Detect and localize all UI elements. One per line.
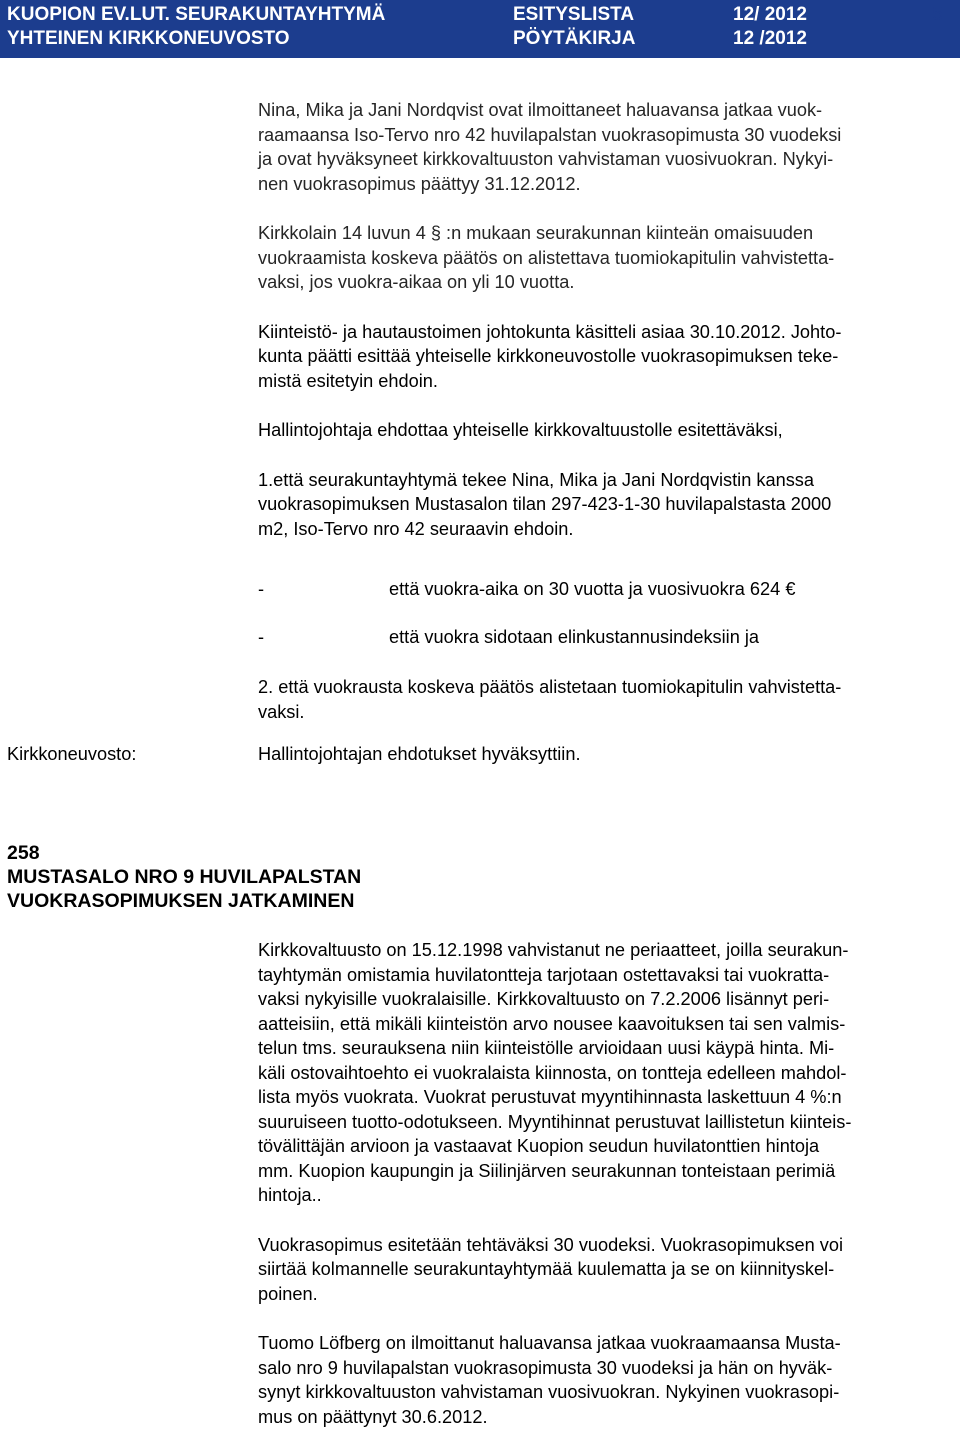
text-line: salo nro 9 huvilapalstan vuokrasopimusta 30 vuodeksi ja hän on hyväk-: [258, 1357, 833, 1378]
text-line: Kirkkovaltuusto on 15.12.1998 vahvistanut ne periaatteet, joilla seurakun-: [258, 940, 849, 960]
bullet-text: että vuokra sidotaan elinkustannusindeksiin ja: [389, 626, 760, 647]
agenda-number: 12/ 2012: [733, 4, 807, 25]
text-line: mistä esitetyin ehdoin.: [258, 370, 438, 391]
text-line: mm. Kuopion kaupungin ja Siilinjärven seurakunnan tonteistaan perimiä: [258, 1160, 836, 1181]
text-line: Kiinteistö- ja hautaustoimen johtokunta käsitteli asiaa 30.10.2012. Johto-: [258, 321, 842, 342]
text-line: tövälittäjän arvioon ja vastaavat Kuopion seudun huvilatonttien hintoja: [258, 1136, 820, 1156]
text-line: siirtää kolmannelle seurakuntayhtymää kuulematta ja se on kiinnityskel-: [258, 1259, 835, 1279]
text-line: mus on päättynyt 30.6.2012.: [258, 1406, 488, 1427]
decision-text: Hallintojohtajan ehdotukset hyväksyttiin.: [258, 744, 581, 764]
paragraph-proposal-item-1: [258, 468, 950, 542]
paragraph-principles: [258, 938, 950, 1208]
bullet-text: että vuokra-aika on 30 vuotta ja vuosivuokra 624 €: [389, 579, 796, 599]
paragraph-lease-term: [258, 1233, 950, 1307]
section-title: VUOKRASOPIMUKSEN JATKAMINEN: [7, 890, 355, 912]
text-line: hintoja..: [258, 1185, 322, 1205]
text-line: vuokrasopimuksen Mustasalon tilan 297-423-1-30 huvilapalstasta 2000: [258, 494, 832, 514]
organization-name: KUOPION EV.LUT. SEURAKUNTAYHTYMÄ: [7, 4, 386, 25]
text-line: 2. että vuokrausta koskeva päätös alistetaan tuomiokapitulin vahvistetta-: [258, 677, 842, 697]
text-line: Vuokrasopimus esitetään tehtäväksi 30 vuodeksi. Vuokrasopimuksen voi: [258, 1234, 844, 1255]
text-line: synyt kirkkovaltuuston vahvistaman vuosivuokran. Nykyinen vuokrasopi-: [258, 1382, 840, 1402]
text-line: poinen.: [258, 1283, 318, 1304]
text-line: Nina, Mika ja Jani Nordqvist ovat ilmoittaneet haluavansa jatkaa vuok-: [258, 100, 823, 120]
text-line: m2, Iso-Tervo nro 42 seuraavin ehdoin.: [258, 518, 574, 539]
document-header: [0, 0, 960, 58]
decision-label: Kirkkoneuvosto:: [7, 744, 137, 764]
text-line: vaksi, jos vuokra-aikaa on yli 10 vuotta.: [258, 272, 575, 292]
minutes-number: 12 /2012: [733, 28, 807, 49]
text-line: tayhtymän omistamia huvilatontteja tarjotaan ostettavaksi tai vuokratta-: [258, 964, 830, 985]
text-line: ja ovat hyväksyneet kirkkovaltuuston vahvistaman vuosivuokran. Nykyi-: [258, 149, 834, 169]
bullet-dash: -: [258, 626, 265, 647]
bullet-dash: -: [258, 579, 265, 599]
text-line: lista myös vuokrata. Vuokrat perustuvat myyntihinnasta laskettuun 4 %:n: [258, 1087, 842, 1107]
text-line: vuokraamista koskeva päätös on alistettava tuomiokapitulin vahvistetta-: [258, 247, 835, 268]
body-name: YHTEINEN KIRKKONEUVOSTO: [7, 28, 290, 49]
document-type-minutes: PÖYTÄKIRJA: [513, 28, 636, 49]
text-line: telun tms. seurauksena niin kiinteistölle arvioidaan uusi käypä hinta. Mi-: [258, 1038, 835, 1058]
paragraph-church-law: [258, 221, 950, 295]
text-line: kunta päätti esittää yhteiselle kirkkoneuvostolle vuokrasopimuksen teke-: [258, 346, 839, 366]
paragraph-proposal-intro: Hallintojohtaja ehdottaa yhteiselle kirkkovaltuustolle esitettäväksi,: [258, 420, 783, 440]
section2-body: [258, 938, 950, 1429]
text-line: Kirkkolain 14 luvun 4 § :n mukaan seurakunnan kiinteän omaisuuden: [258, 223, 814, 243]
text-line: suuruiseen tuotto-odotukseen. Myyntihinnat perustuvat laillistetun kiinteis-: [258, 1111, 852, 1132]
paragraph-proposal-item-2: [258, 675, 950, 724]
section-number: 258: [7, 842, 40, 864]
text-line: raamaansa Iso-Tervo nro 42 huvilapalstan vuokrasopimusta 30 vuodeksi: [258, 124, 842, 145]
section-heading: [7, 841, 361, 913]
text-line: Tuomo Löfberg on ilmoittanut haluavansa jatkaa vuokraamaansa Musta-: [258, 1333, 841, 1353]
text-line: vaksi.: [258, 701, 305, 722]
text-line: 1.että seurakuntayhtymä tekee Nina, Mika ja Jani Nordqvistin kanssa: [258, 469, 815, 490]
document-type-agenda: ESITYSLISTA: [513, 4, 635, 25]
text-line: käli ostovaihtoehto ei vuokralaista kiinnosta, on tontteja edelleen mahdol-: [258, 1062, 847, 1083]
text-line: vaksi nykyisille vuokralaisille. Kirkkovaltuusto on 7.2.2006 lisännyt peri-: [258, 989, 830, 1009]
bullet-item: [258, 625, 950, 650]
text-line: nen vuokrasopimus päättyy 31.12.2012.: [258, 173, 581, 194]
page-number: 5: [932, 4, 943, 25]
section1-body: [258, 98, 950, 724]
section-title: MUSTASALO NRO 9 HUVILAPALSTAN: [7, 866, 362, 888]
paragraph-board-decision: [258, 320, 950, 394]
paragraph-lease-request: [258, 98, 950, 196]
bullet-item: [258, 577, 950, 602]
text-line: aatteisiin, että mikäli kiinteistön arvo nousee kaavoituksen tai sen valmis-: [258, 1013, 846, 1034]
paragraph-lease-request: [258, 1331, 950, 1429]
